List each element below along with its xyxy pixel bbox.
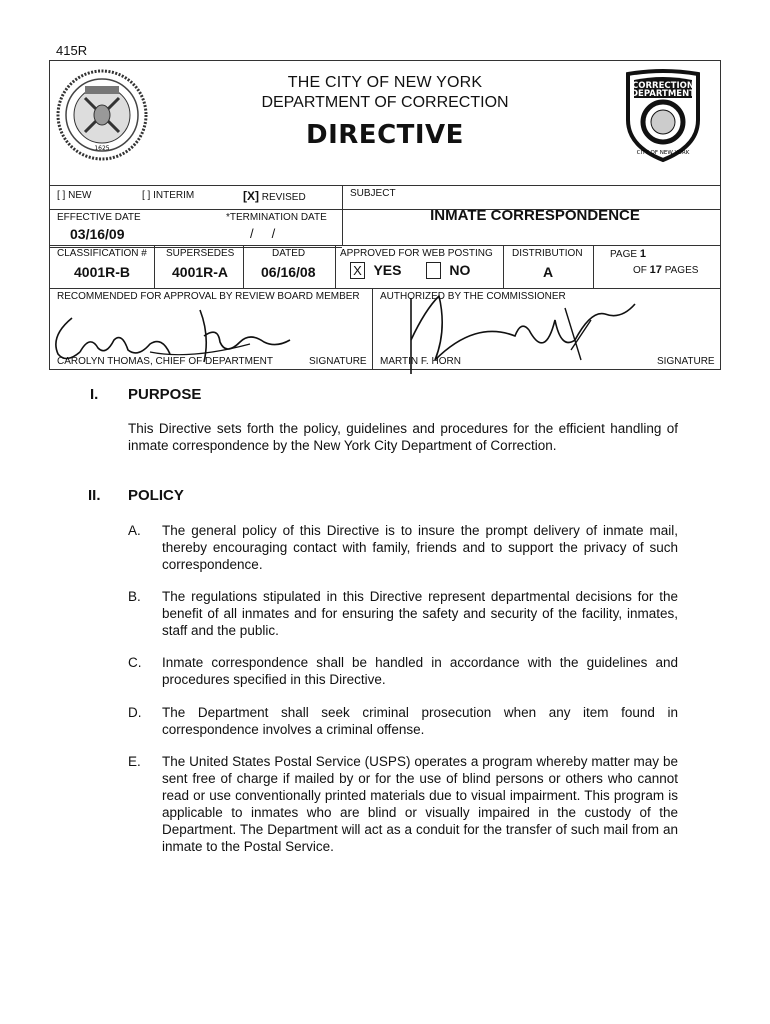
policy-item-label: B. (128, 589, 141, 604)
no-checkbox[interactable] (426, 262, 441, 279)
pages-label: PAGES (664, 265, 699, 276)
revised-checkbox-mark: [X] (243, 189, 259, 203)
new-checkbox-label: [ ] NEW (57, 190, 92, 201)
web-posting-label: APPROVED FOR WEB POSTING (340, 248, 493, 259)
right-signature-label: SIGNATURE (657, 356, 715, 367)
svg-text:CORRECTION: CORRECTION (632, 81, 694, 91)
purpose-number: I. (90, 386, 99, 403)
effective-date-value: 03/16/09 (70, 226, 125, 242)
policy-item-text: The general policy of this Directive is to insure the prompt delivery of inmate mail, thereby encouraging contact with family, friends and to support the privacy of such correspondence. (162, 523, 678, 572)
left-signature-label: SIGNATURE (309, 356, 367, 367)
purpose-text: This Directive sets forth the policy, guidelines and procedures for the efficient handling of inmate correspondence by the New York City Department of Correction. (128, 421, 678, 453)
supersedes-label: SUPERSEDES (166, 248, 235, 259)
termination-date-label: *TERMINATION DATE (226, 212, 327, 223)
svg-text:DEPARTMENT: DEPARTMENT (630, 89, 696, 99)
recommended-label: RECOMMENDED FOR APPROVAL BY REVIEW BOARD MEMBER (57, 291, 360, 302)
revised-label: REVISED (261, 192, 306, 203)
interim-checkbox-label: [ ] INTERIM (142, 190, 195, 201)
authorized-label: AUTHORIZED BY THE COMMISSIONER (380, 291, 566, 302)
policy-heading: POLICY (128, 487, 184, 504)
total-pages: 17 (649, 264, 662, 276)
termination-date-value: / / (250, 226, 276, 241)
page-title: DIRECTIVE (306, 120, 464, 150)
dated-value: 06/16/08 (261, 264, 316, 280)
distribution-value: A (543, 264, 554, 280)
yes-checkbox[interactable]: X (350, 262, 365, 279)
page-label: PAGE (610, 249, 638, 260)
policy-item-text: Inmate correspondence shall be handled in accordance with the guidelines and procedures specified in this Directive. (162, 655, 678, 687)
of-label: OF (633, 265, 647, 276)
supersedes-value: 4001R-A (172, 264, 229, 280)
distribution-label: DISTRIBUTION (512, 248, 583, 259)
policy-item-label: A. (128, 523, 141, 538)
yes-label: YES (373, 262, 402, 278)
right-signer-name: MARTIN F. HORN (380, 356, 461, 367)
subject-value: INMATE CORRESPONDENCE (430, 207, 640, 224)
policy-item-text: The United States Postal Service (USPS) operates a program whereby matter may be sent free of charge if mailed by or for the use of blind persons or others who cannot read or use conventionally printed materials due to visual impairment. This program is applicable to inmates who are blind or visually impaired in the custody of the Department. The Department will act as a conduit for the transfer of such mail from an inmate to the Postal Service. (162, 754, 678, 854)
svg-text:CITY OF NEW YORK: CITY OF NEW YORK (636, 150, 690, 156)
page-number: 1 (639, 248, 646, 260)
subject-label: SUBJECT (350, 188, 396, 199)
classification-label: CLASSIFICATION # (57, 248, 147, 259)
purpose-heading: PURPOSE (128, 386, 202, 403)
left-signer-name: CAROLYN THOMAS, CHIEF OF DEPARTMENT (57, 356, 273, 367)
left-signature-image (50, 296, 310, 372)
policy-item-text: The Department shall seek criminal prosecution when any item found in correspondence involves a criminal offense. (162, 705, 678, 737)
policy-item-label: E. (128, 754, 141, 769)
policy-item-text: The regulations stipulated in this Directive represent departmental decisions for the benefit of all inmates and for ensuring the safety and security of the facility, inmates, staff and the public. (162, 589, 678, 638)
header-city: THE CITY OF NEW YORK (287, 74, 483, 91)
document-code: 415R (56, 43, 88, 58)
policy-number: II. (88, 487, 101, 504)
policy-item-label: D. (128, 705, 142, 720)
no-label: NO (449, 262, 471, 278)
svg-text:1625: 1625 (94, 145, 110, 152)
effective-date-label: EFFECTIVE DATE (57, 212, 141, 223)
dated-label: DATED (272, 248, 306, 259)
policy-item-label: C. (128, 655, 142, 670)
classification-value: 4001R-B (74, 264, 131, 280)
header-department: DEPARTMENT OF CORRECTION (261, 94, 509, 111)
right-signature-image (395, 290, 645, 378)
